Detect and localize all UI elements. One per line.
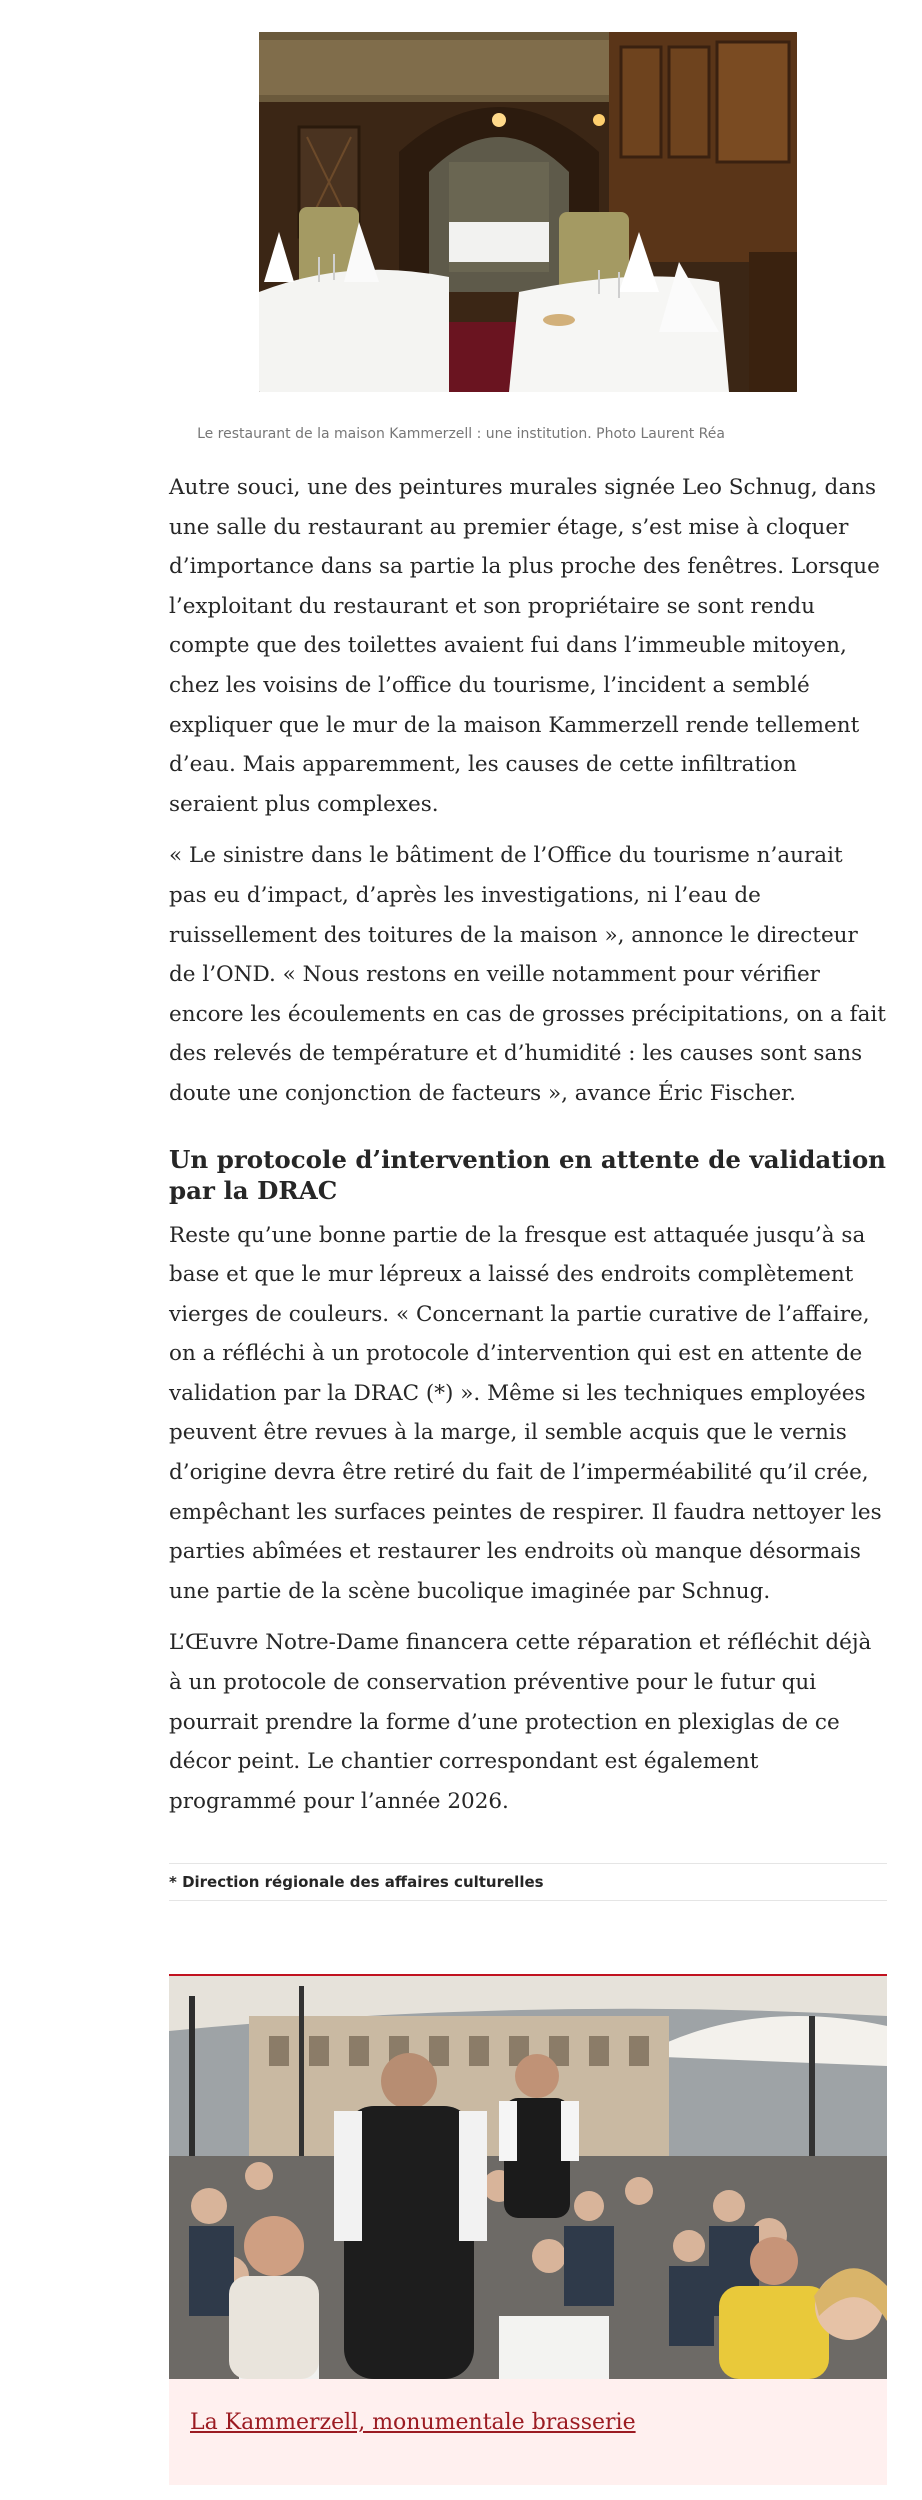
paragraph: L’Œuvre Notre-Dame financera cette réparation et réfléchit déjà à un protocole de conservation préventive pour le futur qui pourrait prendre la forme d’une protection en plexiglas de ce décor peint. Le chantier correspondant est également programmé pour l’année 2026.: [169, 1630, 872, 1814]
photo-caption: Le restaurant de la maison Kammerzell : une institution. Photo Laurent Réa: [197, 426, 725, 442]
related-article-card[interactable]: [169, 1974, 887, 2485]
restaurant-interior-photo: [259, 32, 797, 392]
paragraph: Reste qu’une bonne partie de la fresque est attaquée jusqu’à sa base et que le mur lépreux a laissé des endroits complètement vierges de couleurs. « Concernant la partie curative de l’affaire, on a réfléchi à un protocole d’intervention qui est en attente de validation par la DRAC (*) ». Même si les techniques employées peuvent être revues à la marge, il semble acquis que le vernis d’origine devra être retiré du fait de l’imperméabilité qu’il crée, empêchant les surfaces peintes de respirer. Il faudra nettoyer les parties abîmées et restaurer les endroits où manque désormais une partie de la scène bucolique imaginée par Schnug.: [169, 1222, 882, 1604]
brasserie-terrace-photo[interactable]: [169, 1974, 887, 2379]
related-article-link[interactable]: La Kammerzell, monumentale brasserie: [190, 2410, 636, 2435]
paragraph: « Le sinistre dans le bâtiment de l’Office du tourisme n’aurait pas eu d’impact, d’après les investigations, ni l’eau de ruissellement des toitures de la maison », annonce le directeur de l’OND. « Nous restons en veille notamment pour vérifier encore les écoulements en cas de grosses précipitations, on a fait des relevés de température et d’humidité : les causes sont sans doute une conjonction de facteurs », avance Éric Fischer.: [169, 843, 886, 1106]
section-subheading: Un protocole d’intervention en attente de validation par la DRAC: [169, 1144, 886, 1205]
paragraph: Autre souci, une des peintures murales signée Leo Schnug, dans une salle du restaurant au premier étage, s’est mise à cloquer d’importance dans sa partie la plus proche des fenêtres. Lorsque l’exploitant du restaurant et son propriétaire se sont rendu compte que des toilettes avaient fui dans l’immeuble mitoyen, chez les voisins de l’office du tourisme, l’incident a semblé expliquer que le mur de la maison Kammerzell rende tellement d’eau. Mais apparemment, les causes de cette infiltration seraient plus complexes.: [169, 475, 880, 817]
article-body: [169, 468, 887, 1901]
footnote: * Direction régionale des affaires culturelles: [169, 1863, 887, 1901]
